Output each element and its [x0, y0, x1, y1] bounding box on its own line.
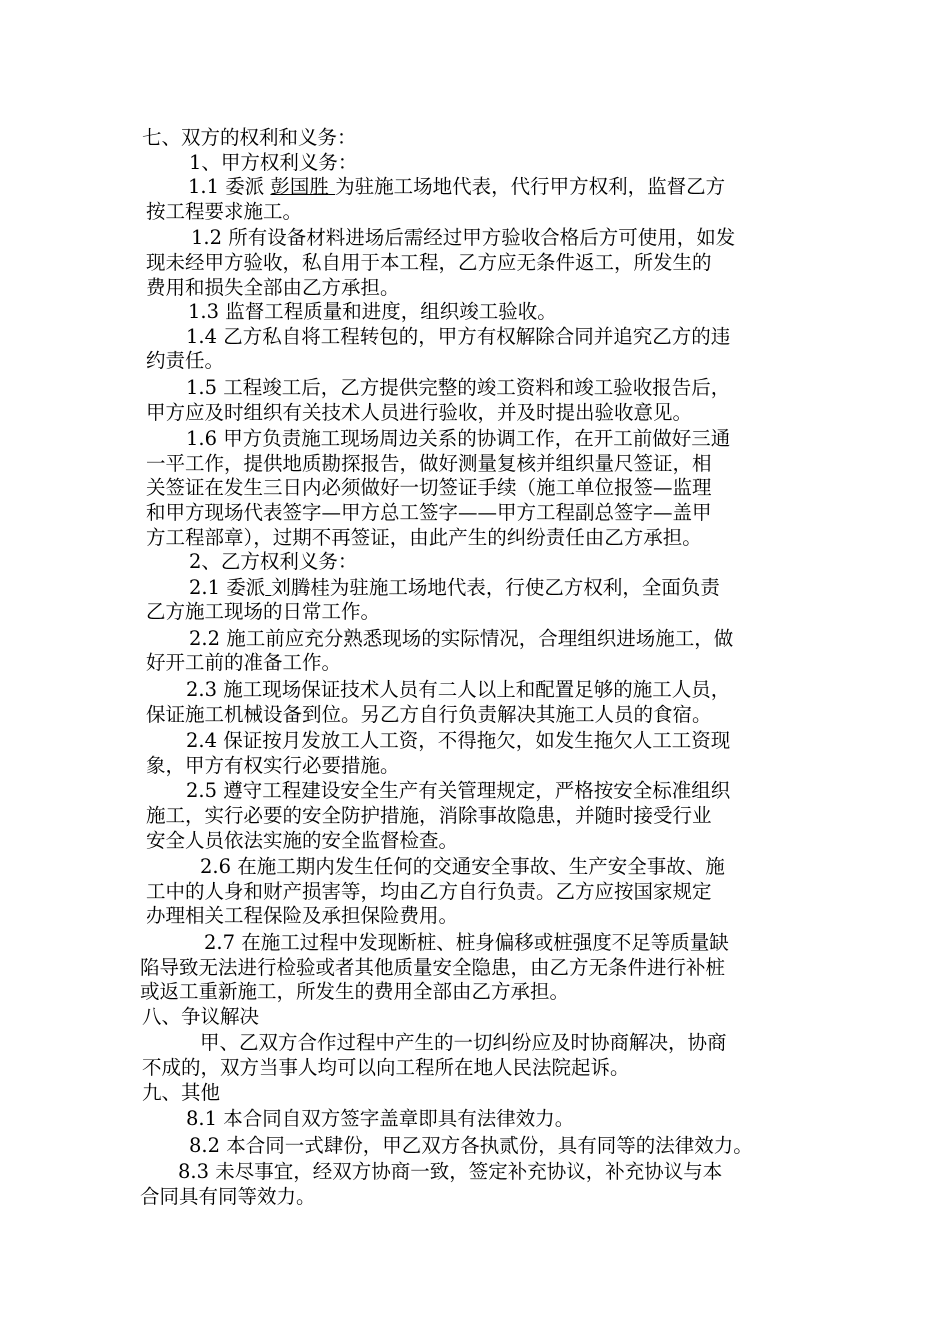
section-heading-other	[140, 1081, 820, 1106]
text-line: 费用和损失全部由乙方承担。	[146, 275, 400, 299]
text-line: 陷导致无法进行检验或者其他质量安全隐患，由乙方无条件进行补桩	[140, 955, 726, 979]
clause-1-5	[140, 376, 820, 425]
text-segment: 1.1 委派	[188, 175, 265, 199]
text-line: 方工程部章），过期不再签证，由此产生的纠纷责任由乙方承担。	[146, 525, 702, 549]
text-line: 1.4 乙方私自将工程转包的，甲方有权解除合同并追究乙方的违	[186, 324, 731, 348]
text-line: 1.6 甲方负责施工现场周边关系的协调工作，在开工前做好三通	[186, 427, 731, 451]
text-line: 不成的，双方当事人均可以向工程所在地人民法院起诉。	[142, 1055, 630, 1079]
text-line: 象，甲方有权实行必要措施。	[146, 753, 400, 777]
clause-dispute	[140, 1031, 820, 1080]
text-line: 工中的人身和财产损害等，均由乙方自行负责。乙方应按国家规定	[146, 879, 712, 903]
text-line: 2.7 在施工过程中发现断桩、桩身偏移或桩强度不足等质量缺	[204, 931, 729, 954]
clause-1-4	[140, 325, 820, 374]
clause-2-7	[140, 931, 820, 1005]
clause-1-3	[140, 300, 820, 325]
text-line: 或返工重新施工，所发生的费用全部由乙方承担。	[140, 980, 570, 1004]
section-heading-dispute-resolution	[140, 1005, 820, 1030]
subsection-heading-party-b	[140, 550, 820, 575]
text-line: 办理相关工程保险及承担保险费用。	[146, 904, 459, 928]
text-line: 甲方应及时组织有关技术人员进行验收，并及时提出验收意见。	[146, 400, 693, 424]
text-line: 2.6 在施工期内发生任何的交通安全事故、生产安全事故、施	[200, 855, 725, 879]
text-line: 保证施工机械设备到位。另乙方自行负责解决其施工人员的食宿。	[146, 702, 712, 726]
text-line: 和甲方现场代表签字—甲方总工签字——甲方工程副总签字—盖甲	[146, 500, 712, 524]
text-line: 好开工前的准备工作。	[146, 651, 342, 675]
clause-2-5	[140, 779, 820, 853]
text-line: 8.2 本合同一式肆份，甲乙双方各执贰份，具有同等的法律效力。	[189, 1133, 753, 1157]
text-line: 按工程要求施工。	[146, 199, 303, 223]
clause-2-2	[140, 627, 820, 676]
text-segment: 刘腾桂为驻施工场地代表，行使乙方权利，全面负责	[271, 575, 720, 599]
text-line: 七、双方的权利和义务：	[142, 126, 357, 149]
text-segment: 为驻施工场地代表，代行甲方权利，监督乙方	[335, 175, 726, 199]
clause-2-6	[140, 855, 820, 929]
section-heading-rights-obligations	[140, 126, 820, 151]
text-line: 1、甲方权利义务：	[189, 150, 358, 174]
text-line: 关签证在发生三日内必须做好一切签证手续（施工单位报签—监理	[146, 476, 712, 500]
clause-8-2	[140, 1134, 820, 1159]
clause-2-1	[140, 576, 820, 625]
clause-2-3	[140, 678, 820, 727]
clause-1-2	[140, 226, 820, 300]
text-line: 九、其他	[142, 1080, 221, 1104]
text-line: 合同具有同等效力。	[140, 1184, 316, 1208]
representative-name-party-a: 彭国胜	[270, 175, 329, 199]
contract-body	[140, 126, 820, 1210]
text-line: 1.2 所有设备材料进场后需经过甲方验收合格后方可使用，如发	[191, 226, 736, 250]
text-line: 一平工作，提供地质勘探报告，做好测量复核并组织量尺签证，相	[146, 451, 712, 475]
clause-1-6	[140, 427, 820, 550]
text-line: 2.4 保证按月发放工人工资，不得拖欠，如发生拖欠人工工资现	[186, 729, 731, 753]
text-line: 2.2 施工前应充分熟悉现场的实际情况，合理组织进场施工，做	[189, 626, 734, 650]
clause-1-1	[140, 175, 820, 224]
text-line: 1.3 监督工程质量和进度，组织竣工验收。	[188, 300, 557, 324]
text-segment: 2.1 委派	[189, 575, 266, 599]
text-line: 现未经甲方验收，私自用于本工程，乙方应无条件返工，所发生的	[146, 250, 712, 274]
clause-8-3	[140, 1160, 820, 1209]
text-line: 2、乙方权利义务：	[189, 550, 358, 574]
text-line: 2.3 施工现场保证技术人员有二人以上和配置足够的施工人员，	[186, 678, 731, 702]
clause-8-1	[140, 1107, 820, 1132]
text-line: 甲、乙双方合作过程中产生的一切纠纷应及时协商解决，协商	[200, 1031, 727, 1055]
text-line: 施工，实行必要的安全防护措施，消除事故隐患，并随时接受行业	[146, 804, 712, 828]
text-line: 1.5 工程竣工后，乙方提供完整的竣工资料和竣工验收报告后，	[186, 375, 731, 399]
text-line: 安全人员依法实施的安全监督检查。	[146, 828, 459, 852]
text-line: 乙方施工现场的日常工作。	[146, 600, 381, 624]
subsection-heading-party-a	[140, 151, 820, 176]
text-line: 2.5 遵守工程建设安全生产有关管理规定，严格按安全标准组织	[186, 779, 731, 803]
text-line: 8.1 本合同自双方签字盖章即具有法律效力。	[186, 1107, 575, 1131]
text-line: 8.3 未尽事宜，经双方协商一致，签定补充协议，补充协议与本	[178, 1160, 723, 1184]
text-line: 八、争议解决	[142, 1004, 260, 1028]
clause-2-4	[140, 729, 820, 778]
text-line: 约责任。	[146, 349, 225, 373]
